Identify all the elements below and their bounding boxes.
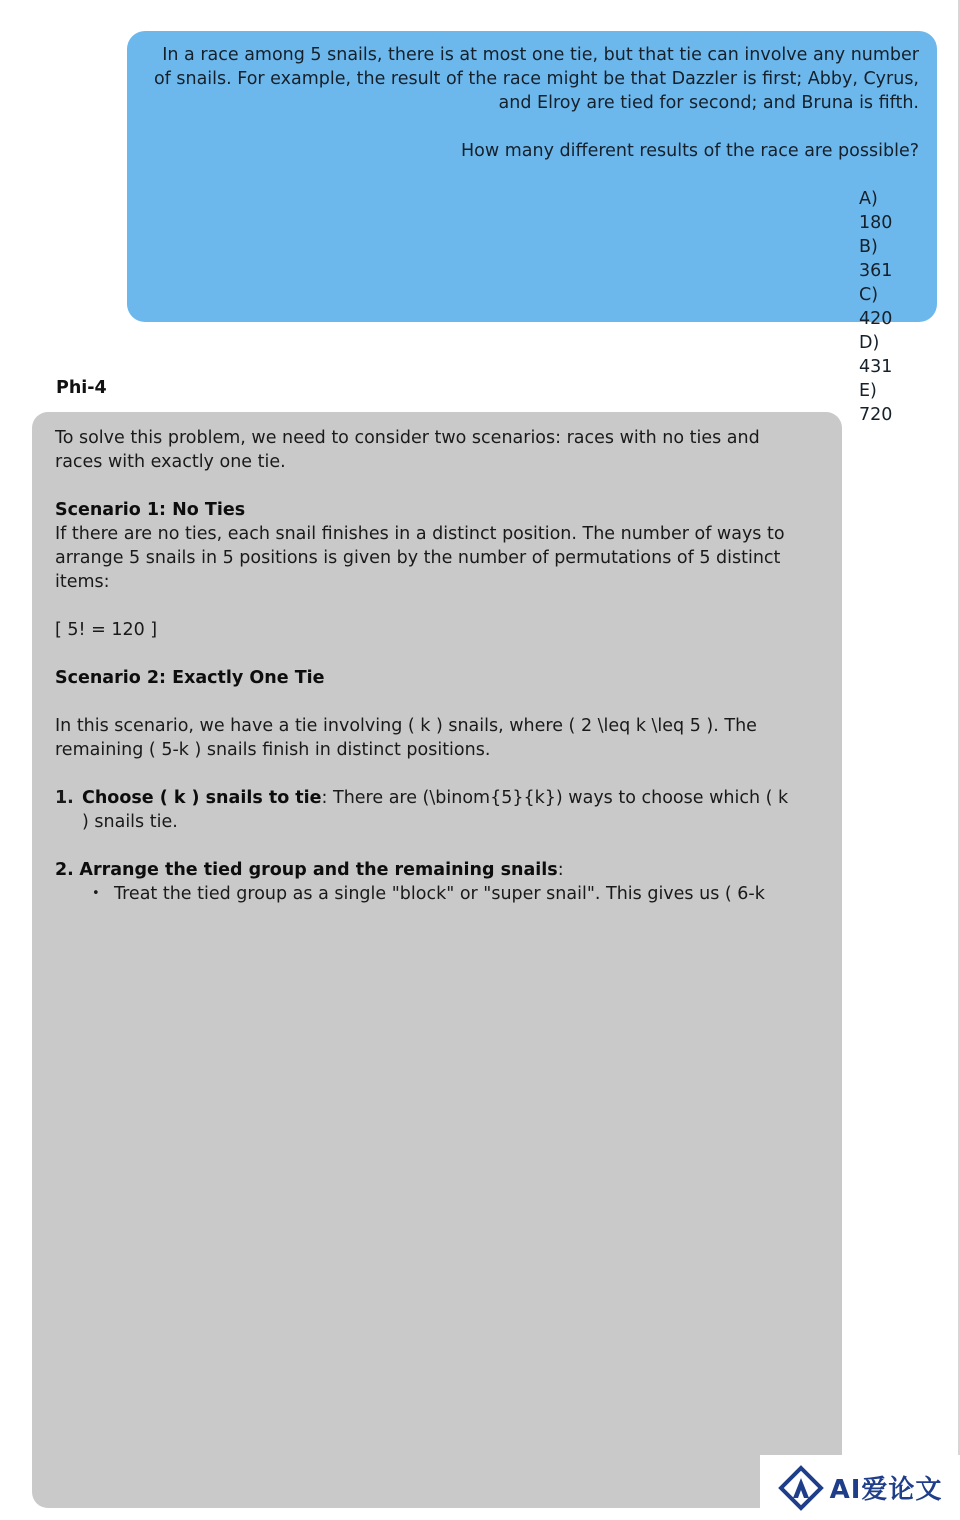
answer-option-b [145, 235, 919, 283]
ai-logo-icon [778, 1465, 824, 1511]
scenario-1-heading [55, 498, 792, 522]
answer-option-a [145, 187, 919, 235]
option-value: 431 [859, 357, 893, 377]
step-1-text: : There are (\binom{5}{k}) ways to choose which ( k ) snails tie. [82, 788, 789, 832]
step-2-number: 2. [55, 860, 74, 880]
option-value: 361 [859, 261, 893, 281]
option-value: 720 [859, 405, 893, 425]
bullet-item: • Treat the tied group as a single "block" or "super snail". This gives us ( 6-k [92, 882, 792, 906]
user-paragraph-line-1: In a race among 5 snails, there is at most one tie, but that tie can involve any number [162, 45, 919, 65]
step-2 [55, 858, 792, 882]
answer-option-c [145, 283, 919, 331]
step-2-bullets [55, 882, 792, 906]
option-letter: B) [859, 237, 878, 257]
user-paragraph-line-2: of snails. For example, the result of the race might be that Dazzler is first; Abby, Cyrus, [153, 69, 919, 89]
option-letter: A) [859, 189, 878, 209]
step-2-bold: Arrange the tied group and the remaining snails [79, 860, 558, 880]
step-1-bold: Choose ( k ) snails to tie [82, 788, 322, 808]
option-value: 180 [859, 213, 893, 233]
scenario-2-text: In this scenario, we have a tie involving ( k ) snails, where ( 2 \leq k \leq 5 ). The remaining ( 5-k ) snails finish in distinct positions. [55, 716, 757, 760]
user-question: How many different results of the race are possible? [461, 141, 919, 161]
scenario-1-title: Scenario 1: No Ties [55, 500, 246, 520]
user-message-bubble [127, 31, 937, 425]
option-letter: C) [859, 285, 879, 305]
model-name-label: Phi-4 [56, 378, 107, 398]
step-2-text: : [557, 860, 564, 880]
answer-option-d [145, 331, 919, 379]
scenario-1-formula: [ 5! = 120 ] [55, 620, 158, 640]
answer-options-list [145, 187, 919, 427]
steps-list [55, 786, 792, 834]
user-paragraph-line-3: and Elroy are tied for second; and Bruna is fifth. [498, 93, 919, 113]
watermark [760, 1455, 960, 1520]
scenario-2-title: Scenario 2: Exactly One Tie [55, 668, 325, 688]
scenario-1-text: If there are no ties, each snail finishes in a distinct position. The number of ways to arrange 5 snails in 5 positions is given by the number of permutations of 5 distinct items: [55, 524, 785, 592]
scenario-2-heading [55, 666, 792, 690]
watermark-text: AI爱论文 [829, 1475, 943, 1505]
assistant-message-bubble [32, 412, 842, 1508]
option-letter: E) [859, 381, 877, 401]
step-1 [55, 786, 792, 834]
option-letter: D) [859, 333, 880, 353]
assistant-intro: To solve this problem, we need to consider two scenarios: races with no ties and races with exactly one tie. [55, 428, 760, 472]
step-1-number: 1. [55, 788, 74, 808]
option-value: 420 [859, 309, 893, 329]
